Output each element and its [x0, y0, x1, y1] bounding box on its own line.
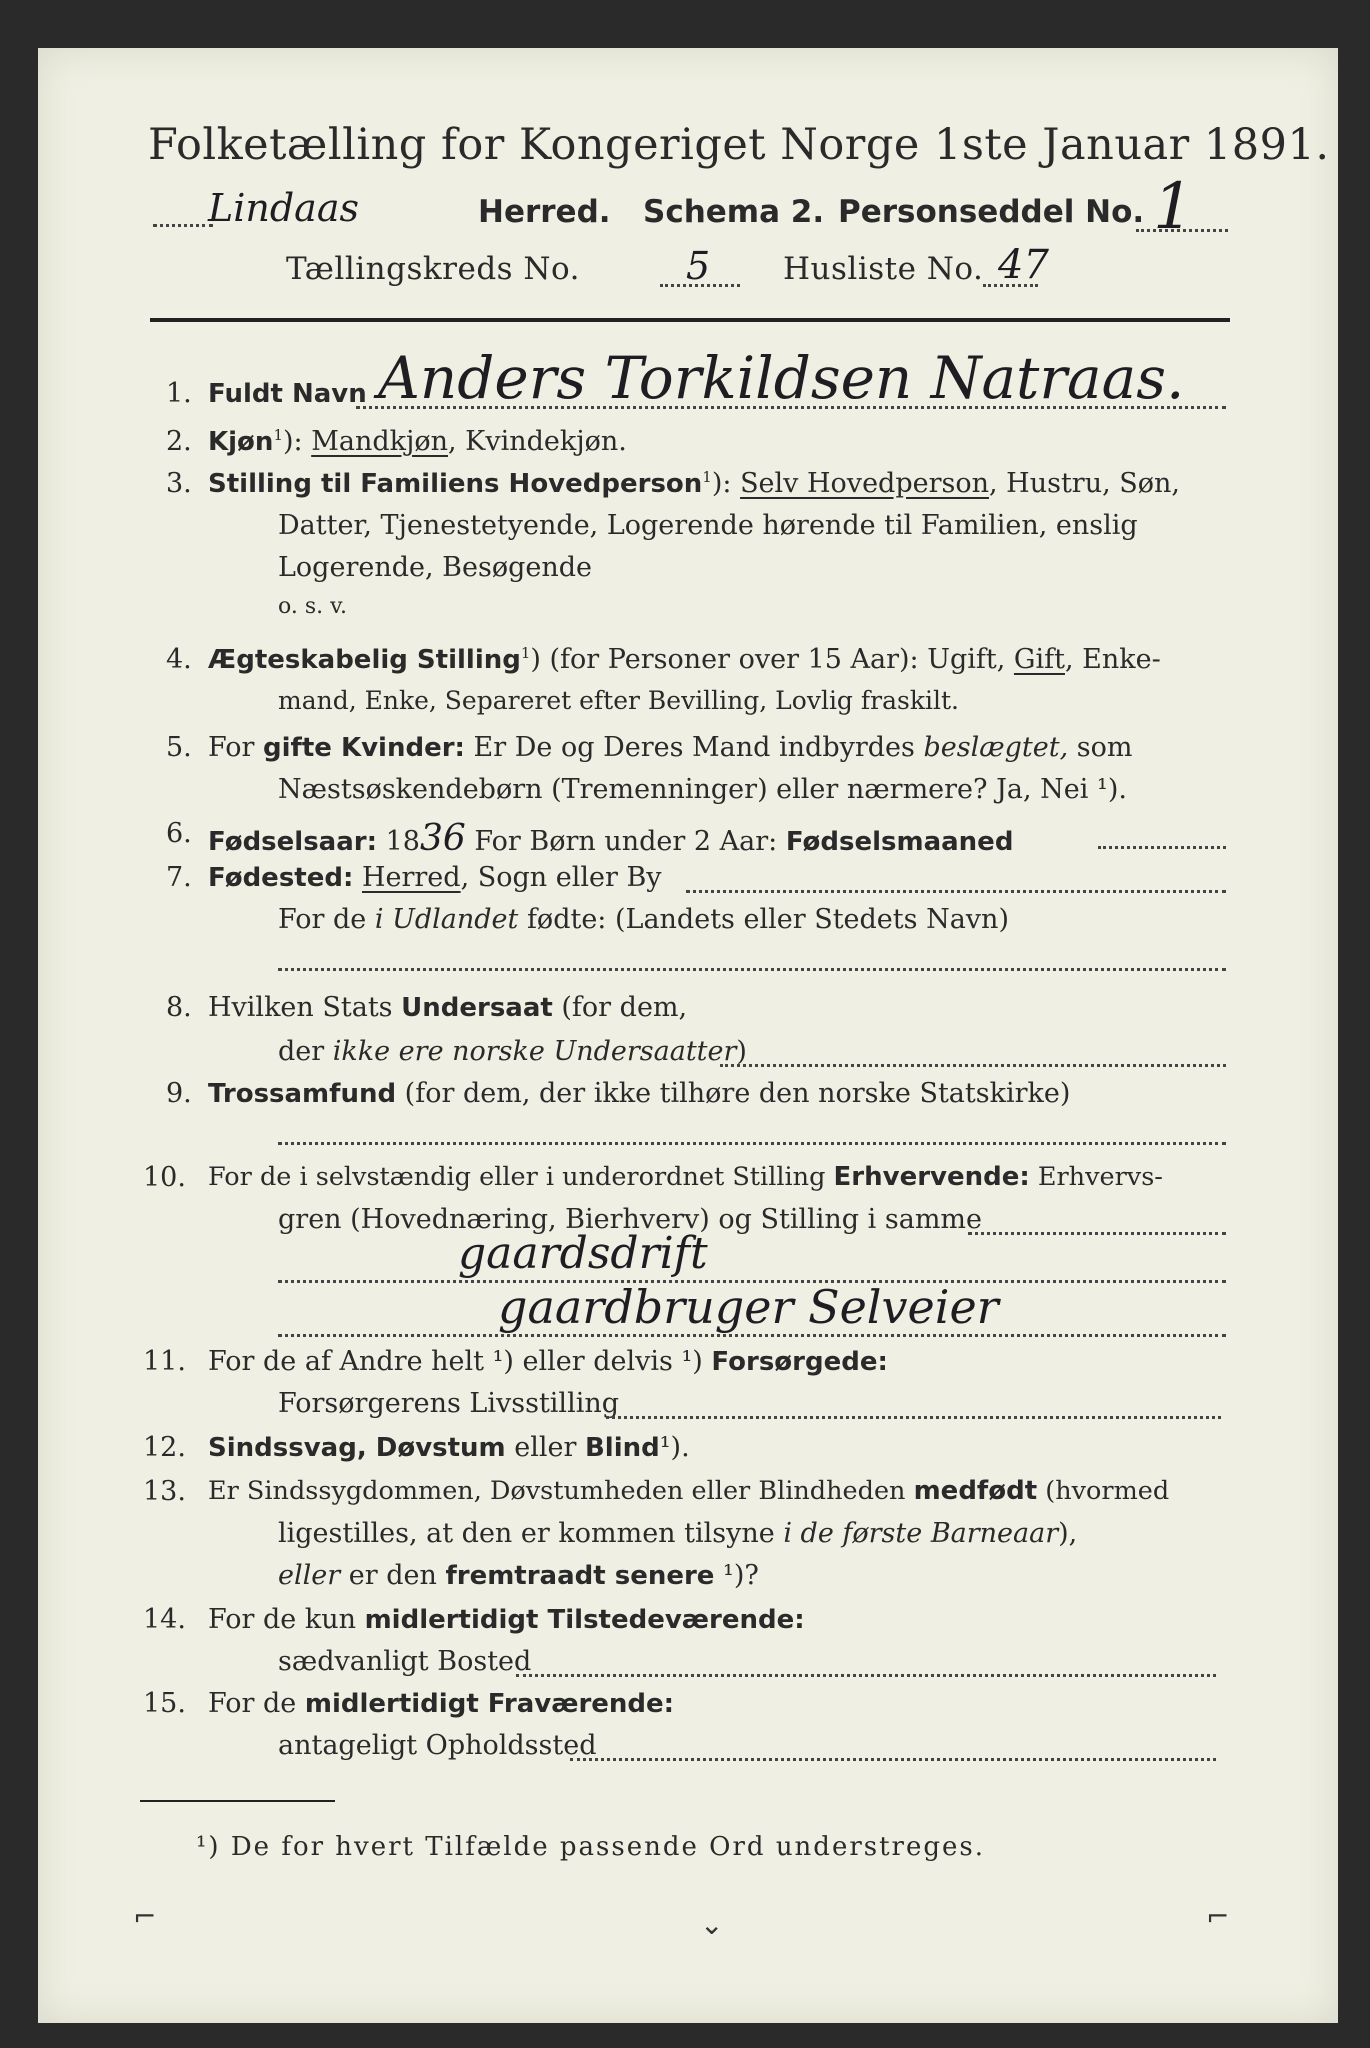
kreds-dotted-line: [660, 284, 740, 287]
q12-label: Sindssvag, Døvstum: [208, 1433, 506, 1463]
q8-line2: [278, 1036, 747, 1067]
q7-label: Fødested:: [208, 863, 354, 893]
q8-text-b: (for dem,: [552, 992, 688, 1023]
q2-label: Kjøn: [208, 427, 274, 457]
q8-dotted-line: [720, 1064, 1226, 1067]
q5-text-b: Er De og Deres Mand indbyrdes: [464, 732, 924, 763]
q8-line1: [208, 992, 687, 1023]
q13-line3-bold: fremtraadt senere: [445, 1561, 715, 1591]
q7-number: 7.: [166, 862, 192, 893]
q12-label2: Blind: [584, 1433, 660, 1463]
husliste-value: 47: [998, 242, 1049, 288]
q10-value2: gaardbruger Selveier: [498, 1280, 999, 1334]
q1-value: Anders Torkildsen Natraas.: [378, 344, 1185, 412]
q10-line2: gren (Hovednæring, Bierhverv) og Stilling i samme: [278, 1204, 983, 1235]
q3-line4: o. s. v.: [278, 594, 347, 619]
q7-line2: [278, 904, 1009, 935]
q10-dotted-line3: [278, 1334, 1226, 1337]
q10-dotted-line1: [968, 1232, 1226, 1235]
q13-line3b: ¹)?: [714, 1560, 759, 1591]
q13-line2b: ),: [1058, 1518, 1078, 1549]
q3-sup: 1: [702, 468, 712, 486]
q11-text-a: For de af Andre helt ¹) eller delvis ¹): [208, 1346, 712, 1377]
q13-text-a: Er Sindssygdommen, Døvstumheden eller Blindheden: [208, 1476, 914, 1506]
q11-line2: Forsørgerens Livsstilling: [278, 1388, 620, 1419]
footnote-rule: [140, 1800, 335, 1802]
q14-text-a: For de kun: [208, 1604, 365, 1635]
q12-line: [208, 1432, 690, 1463]
q8-label: Undersaat: [401, 993, 553, 1023]
q15-text-a: For de: [208, 1688, 305, 1719]
q3-text-b: , Hustru, Søn,: [989, 468, 1180, 499]
q3-line1: [208, 468, 1180, 499]
q6-text-b: For Børn under 2 Aar:: [465, 826, 786, 857]
q7-line2-italic: i Udlandet: [374, 904, 519, 935]
q10-text-b: Erhvervs-: [1029, 1162, 1163, 1192]
schema-label: Schema 2.: [643, 194, 825, 230]
q10-value1: gaardsdrift: [458, 1228, 708, 1279]
q14-line1: [208, 1604, 805, 1635]
q9-line: [208, 1078, 1070, 1109]
q3-line3: Logerende, Besøgende: [278, 552, 592, 583]
q4-text-b: , Enke-: [1064, 644, 1161, 675]
kreds-label: Tællingskreds No.: [286, 251, 581, 287]
q2-sup: 1: [273, 426, 283, 444]
q11-dotted-line: [606, 1416, 1221, 1419]
herred-dotted-line: [153, 224, 213, 227]
personseddel-dotted-line: [1136, 229, 1228, 232]
q13-line2a: ligestilles, at den er kommen tilsyne: [278, 1518, 784, 1549]
personseddel-value: 1: [1153, 170, 1194, 244]
q5-line2: Næstsøskendebørn (Tremenninger) eller nærmere? Ja, Nei ¹).: [278, 774, 1127, 805]
personseddel-label: Personseddel No.: [838, 194, 1145, 230]
q13-line3a: er den: [340, 1560, 446, 1591]
q9-text-a: (for dem, der ikke tilhøre den norske Statskirke): [396, 1078, 1071, 1109]
crop-mark-right: ⌐: [1206, 1900, 1230, 1933]
q2-number: 2.: [166, 426, 192, 457]
form-title: Folketælling for Kongeriget Norge 1ste Januar 1891.: [148, 120, 1330, 170]
husliste-label: Husliste No.: [783, 251, 984, 287]
q6-year-value: 36: [419, 818, 466, 859]
q15-number: 15.: [143, 1688, 186, 1719]
q14-line2: sædvanligt Bosted: [278, 1646, 532, 1677]
census-form-page: [38, 48, 1338, 2023]
q7-line2b: fødte: (Landets eller Stedets Navn): [518, 904, 1009, 935]
q15-label: midlertidigt Fraværende:: [304, 1689, 675, 1719]
q10-number: 10.: [143, 1162, 186, 1193]
q14-dotted-line: [516, 1674, 1216, 1677]
q11-label: Forsørgede:: [711, 1347, 888, 1377]
q8-number: 8.: [166, 992, 192, 1023]
q1-dotted-line: [356, 406, 1226, 409]
q12-text-a: eller: [505, 1432, 585, 1463]
q4-line1: [208, 644, 1161, 675]
q10-label: Erhvervende:: [833, 1162, 1030, 1192]
q6-dotted-line: [1098, 846, 1226, 849]
q14-label: midlertidigt Tilstedeværende:: [364, 1605, 805, 1635]
q6-text-a: 18: [377, 826, 420, 857]
q3-line2: Datter, Tjenestetyende, Logerende hørende til Familien, enslig: [278, 510, 1138, 541]
q6-number: 6.: [166, 818, 192, 849]
crop-mark-center: ⌄: [700, 1908, 724, 1941]
q13-line2-italic: i de første Barneaar: [783, 1518, 1059, 1549]
q9-number: 9.: [166, 1078, 192, 1109]
q5-line1: [208, 732, 1132, 763]
q8-line2a: der: [278, 1036, 333, 1067]
q4-label: Ægteskabelig Stilling: [208, 645, 521, 675]
q4-sup: 1: [520, 644, 531, 662]
q13-label: medfødt: [913, 1476, 1038, 1506]
q7-dotted-line2: [278, 968, 1226, 971]
q12-number: 12.: [143, 1432, 186, 1463]
q6-label2: Fødselsmaaned: [785, 827, 1014, 857]
q7-line1: [208, 862, 662, 893]
husliste-dotted-line: [983, 284, 1038, 287]
q15-dotted-line: [570, 1758, 1216, 1761]
q7-text-a: , Sogn eller By: [460, 862, 662, 893]
q12-text-b: ¹).: [659, 1432, 690, 1463]
q10-line1: [208, 1162, 1163, 1192]
q1-number: 1.: [166, 378, 192, 409]
q5-label: gifte Kvinder:: [263, 733, 465, 763]
q15-line1: [208, 1688, 674, 1719]
q7-dotted-line1: [686, 890, 1226, 893]
q11-line1: [208, 1346, 888, 1377]
q3-label: Stilling til Familiens Hovedperson: [208, 469, 703, 499]
q9-label: Trossamfund: [208, 1079, 397, 1109]
footnote: ¹) De for hvert Tilfælde passende Ord understreges.: [196, 1832, 986, 1862]
q8-text-a: Hvilken Stats: [208, 992, 402, 1023]
q8-line2b: ): [736, 1036, 747, 1067]
q2-option-mandkjon: Mandkjøn: [311, 426, 448, 457]
q4-text-a: ) (for Personer over 15 Aar): Ugift,: [530, 644, 1014, 675]
q3-text-a: ):: [711, 468, 741, 499]
crop-mark-left: ⌐: [133, 1900, 157, 1933]
q11-number: 11.: [143, 1346, 186, 1377]
q9-dotted-line: [278, 1142, 1226, 1145]
kreds-value: 5: [686, 244, 711, 288]
q4-option-gift: Gift: [1013, 644, 1065, 675]
q13-line3: [278, 1560, 759, 1591]
q7-option-herred: Herred: [361, 862, 461, 893]
q8-line2-italic: ikke ere norske Undersaatter: [332, 1036, 737, 1067]
q6-label: Fødselsaar:: [208, 827, 377, 857]
q2-line: [208, 426, 627, 457]
q2-text-a: ):: [282, 426, 312, 457]
q13-line1: [208, 1476, 1169, 1506]
q1-label: Fuldt Navn: [208, 379, 367, 409]
header-rule: [150, 318, 1230, 322]
q5-italic: beslægtet,: [923, 732, 1069, 763]
q10-text-a: For de i selvstændig eller i underordnet Stilling: [208, 1162, 834, 1192]
q13-text-b: (hvormed: [1037, 1476, 1170, 1506]
q14-number: 14.: [143, 1604, 186, 1635]
q13-line3-italic: eller: [278, 1560, 341, 1591]
q13-line2: [278, 1518, 1077, 1549]
q5-number: 5.: [166, 732, 192, 763]
herred-label: Herred.: [478, 194, 611, 230]
q3-number: 3.: [166, 468, 192, 499]
q4-number: 4.: [166, 644, 192, 675]
q13-number: 13.: [143, 1476, 186, 1507]
q5-text-a: For: [208, 732, 264, 763]
q15-line2: antageligt Opholdssted: [278, 1730, 597, 1761]
q4-line2: mand, Enke, Separeret efter Bevilling, Lovlig fraskilt.: [278, 686, 959, 715]
q6-line: [208, 818, 1013, 859]
herred-value: Lindaas: [208, 186, 359, 230]
q3-option-selv: Selv Hovedperson: [740, 468, 989, 499]
q7-line2a: For de: [278, 904, 375, 935]
q5-text-c: som: [1068, 732, 1133, 763]
q2-text-b: , Kvindekjøn.: [448, 426, 627, 457]
